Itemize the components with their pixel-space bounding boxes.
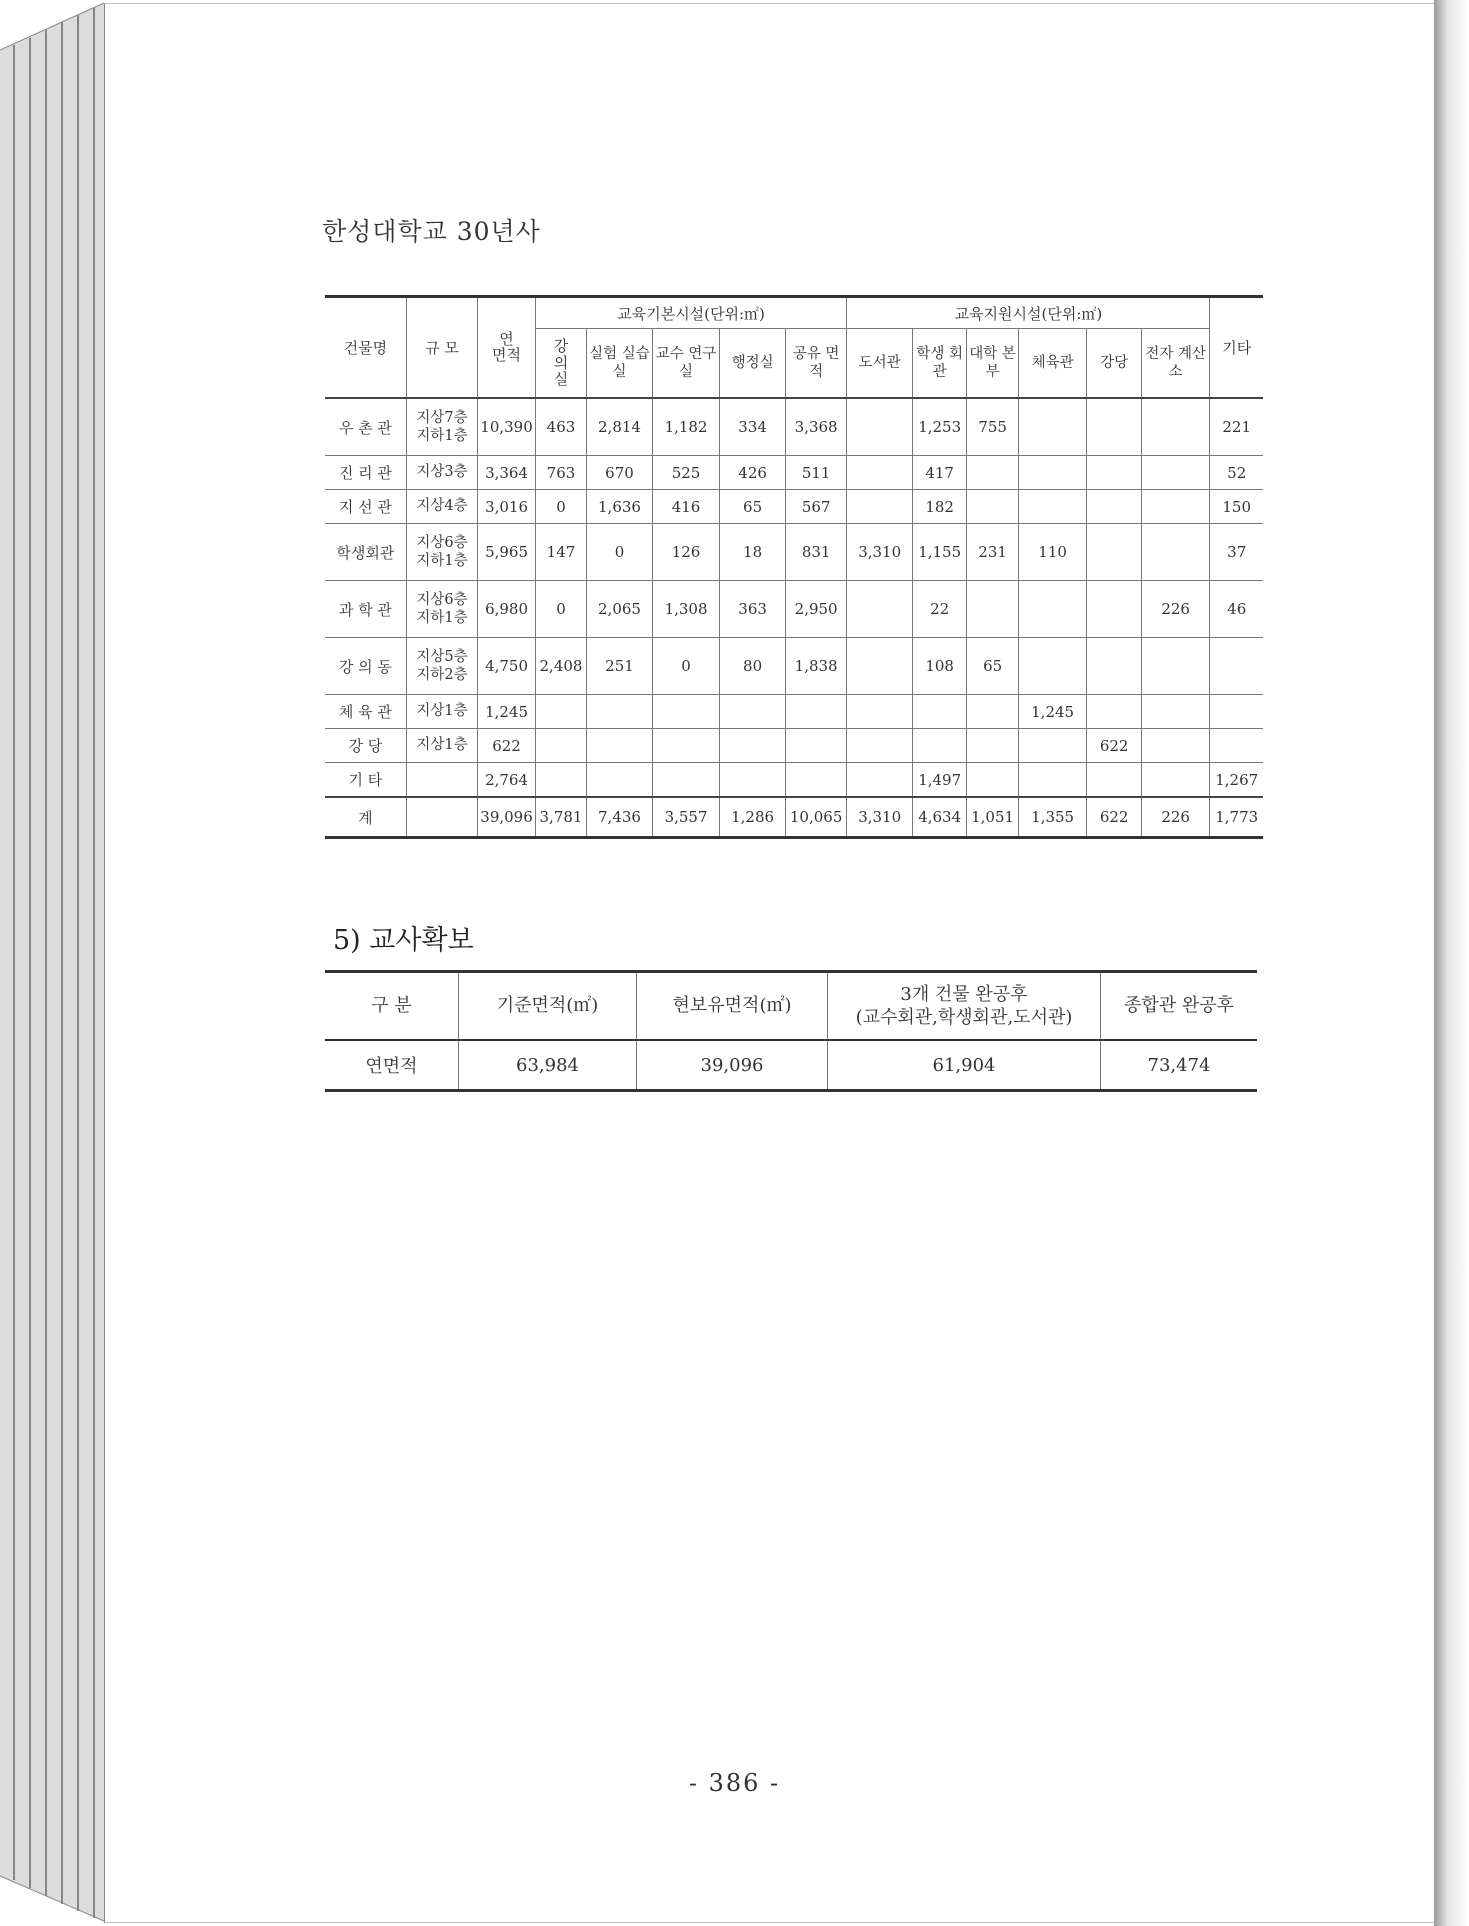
total-cell: 226 bbox=[1141, 797, 1210, 838]
cell: 80 bbox=[720, 638, 786, 695]
facility-area-table bbox=[325, 295, 1263, 839]
cell: 4,750 bbox=[478, 638, 535, 695]
cell bbox=[847, 456, 913, 490]
cell: 1,245 bbox=[1018, 695, 1087, 729]
total-cell: 39,096 bbox=[478, 797, 535, 838]
table-row bbox=[325, 581, 1263, 638]
col-standard-area: 기준면적(㎡) bbox=[459, 972, 637, 1041]
cell bbox=[1141, 456, 1210, 490]
total-row bbox=[325, 797, 1263, 838]
cell: 2,764 bbox=[478, 763, 535, 798]
cell bbox=[847, 638, 913, 695]
total-cell: 3,557 bbox=[652, 797, 720, 838]
cell bbox=[1087, 398, 1141, 456]
cell bbox=[720, 695, 786, 729]
cell bbox=[912, 729, 966, 763]
cell bbox=[1141, 398, 1210, 456]
cell: 0 bbox=[535, 581, 586, 638]
cell bbox=[967, 729, 1018, 763]
cell bbox=[967, 695, 1018, 729]
col-lecture-room: 강의실 bbox=[535, 329, 586, 399]
group-support-facilities: 교육지원시설(단위:㎡) bbox=[847, 297, 1210, 329]
row-scale: 지상6층 지하1층 bbox=[406, 524, 478, 581]
cell bbox=[847, 729, 913, 763]
cell: 2,950 bbox=[785, 581, 847, 638]
cell bbox=[652, 729, 720, 763]
col-category: 구 분 bbox=[325, 972, 459, 1041]
total-cell: 1,355 bbox=[1018, 797, 1087, 838]
cell: 6,980 bbox=[478, 581, 535, 638]
cell: 10,390 bbox=[478, 398, 535, 456]
cell bbox=[1141, 490, 1210, 524]
col-headquarters: 대학 본부 bbox=[967, 329, 1018, 399]
col-after-complex: 종합관 완공후 bbox=[1101, 972, 1258, 1041]
table-row bbox=[325, 1040, 1257, 1091]
row-label: 강 당 bbox=[325, 729, 406, 763]
col-scale: 규 모 bbox=[406, 297, 478, 399]
total-cell: 4,634 bbox=[912, 797, 966, 838]
total-cell: 1,773 bbox=[1210, 797, 1263, 838]
table-row bbox=[325, 695, 1263, 729]
cell bbox=[847, 398, 913, 456]
col-after-three-buildings: 3개 건물 완공후 (교수회관,학생회관,도서관) bbox=[828, 972, 1101, 1041]
col-shared-area: 공유 면적 bbox=[785, 329, 847, 399]
cell: 2,814 bbox=[587, 398, 653, 456]
cell bbox=[967, 490, 1018, 524]
cell: 37 bbox=[1210, 524, 1263, 581]
cell: 110 bbox=[1018, 524, 1087, 581]
row-scale bbox=[406, 763, 478, 798]
total-cell: 622 bbox=[1087, 797, 1141, 838]
cell bbox=[1210, 695, 1263, 729]
cell bbox=[1087, 456, 1141, 490]
cell: 221 bbox=[1210, 398, 1263, 456]
cell: 3,310 bbox=[847, 524, 913, 581]
cell: 622 bbox=[1087, 729, 1141, 763]
cell bbox=[785, 695, 847, 729]
col-current-area: 현보유면적(㎡) bbox=[637, 972, 828, 1041]
cell bbox=[587, 695, 653, 729]
table-row bbox=[325, 524, 1263, 581]
cell bbox=[1018, 398, 1087, 456]
cell bbox=[1087, 763, 1141, 798]
cell: 463 bbox=[535, 398, 586, 456]
cell bbox=[847, 695, 913, 729]
total-label: 계 bbox=[325, 797, 406, 838]
cell bbox=[1018, 729, 1087, 763]
building-area-table bbox=[325, 970, 1257, 1092]
cell: 126 bbox=[652, 524, 720, 581]
cell: 0 bbox=[652, 638, 720, 695]
cell bbox=[847, 763, 913, 798]
cell: 426 bbox=[720, 456, 786, 490]
cell bbox=[1141, 524, 1210, 581]
running-head: 한성대학교 30년사 bbox=[322, 217, 541, 246]
cell: 1,182 bbox=[652, 398, 720, 456]
row-label: 기 타 bbox=[325, 763, 406, 798]
total-cell: 3,781 bbox=[535, 797, 586, 838]
cell bbox=[1087, 524, 1141, 581]
cell: 3,016 bbox=[478, 490, 535, 524]
cell bbox=[1018, 456, 1087, 490]
col-etc: 기타 bbox=[1210, 297, 1263, 399]
table-row bbox=[325, 763, 1263, 798]
section-title: 5) 교사확보 bbox=[333, 925, 474, 956]
cell: 363 bbox=[720, 581, 786, 638]
cell: 1,497 bbox=[912, 763, 966, 798]
row-label: 체 육 관 bbox=[325, 695, 406, 729]
row-scale: 지상7층 지하1층 bbox=[406, 398, 478, 456]
cell bbox=[652, 695, 720, 729]
row-scale: 지상1층 bbox=[406, 695, 478, 729]
cell bbox=[967, 456, 1018, 490]
cell bbox=[720, 729, 786, 763]
row-label: 우 촌 관 bbox=[325, 398, 406, 456]
cell: 1,245 bbox=[478, 695, 535, 729]
cell: 567 bbox=[785, 490, 847, 524]
col-admin-office: 행정실 bbox=[720, 329, 786, 399]
page-number: - 386 - bbox=[688, 1769, 781, 1797]
cell: 416 bbox=[652, 490, 720, 524]
table-row bbox=[325, 398, 1263, 456]
col-total-area: 연 면적 bbox=[478, 297, 535, 399]
cell: 226 bbox=[1141, 581, 1210, 638]
row-label: 과 학 관 bbox=[325, 581, 406, 638]
cell: 18 bbox=[720, 524, 786, 581]
total-cell: 1,286 bbox=[720, 797, 786, 838]
cell bbox=[912, 695, 966, 729]
cell: 831 bbox=[785, 524, 847, 581]
cell bbox=[1087, 581, 1141, 638]
cell bbox=[1087, 638, 1141, 695]
cell: 0 bbox=[587, 524, 653, 581]
cell bbox=[1087, 695, 1141, 729]
col-computing-center: 전자 계산소 bbox=[1141, 329, 1210, 399]
col-building: 건물명 bbox=[325, 297, 406, 399]
book-page-edges bbox=[0, 0, 110, 1926]
cell: 1,155 bbox=[912, 524, 966, 581]
cell bbox=[587, 729, 653, 763]
total-cell: 10,065 bbox=[785, 797, 847, 838]
cell: 251 bbox=[587, 638, 653, 695]
cell bbox=[847, 490, 913, 524]
table-row bbox=[325, 638, 1263, 695]
cell bbox=[1018, 581, 1087, 638]
cell: 755 bbox=[967, 398, 1018, 456]
book-page bbox=[104, 3, 1435, 1923]
cell bbox=[1210, 729, 1263, 763]
row-scale: 지상3층 bbox=[406, 456, 478, 490]
cell bbox=[535, 695, 586, 729]
page-shadow bbox=[1434, 0, 1469, 1926]
cell bbox=[1018, 490, 1087, 524]
cell: 1,636 bbox=[587, 490, 653, 524]
cell bbox=[967, 581, 1018, 638]
cell: 0 bbox=[535, 490, 586, 524]
row-scale: 지상1층 bbox=[406, 729, 478, 763]
cell: 22 bbox=[912, 581, 966, 638]
cell bbox=[652, 763, 720, 798]
row-label: 강 의 동 bbox=[325, 638, 406, 695]
cell: 2,408 bbox=[535, 638, 586, 695]
cell: 5,965 bbox=[478, 524, 535, 581]
col-auditorium: 강당 bbox=[1087, 329, 1141, 399]
cell: 182 bbox=[912, 490, 966, 524]
cell: 3,368 bbox=[785, 398, 847, 456]
cell: 763 bbox=[535, 456, 586, 490]
cell bbox=[1141, 763, 1210, 798]
cell: 65 bbox=[720, 490, 786, 524]
cell: 150 bbox=[1210, 490, 1263, 524]
cell: 3,364 bbox=[478, 456, 535, 490]
cell bbox=[1087, 490, 1141, 524]
table-row bbox=[325, 490, 1263, 524]
total-scale bbox=[406, 797, 478, 838]
cell: 65 bbox=[967, 638, 1018, 695]
group-basic-facilities: 교육기본시설(단위:㎡) bbox=[535, 297, 847, 329]
cell: 61,904 bbox=[828, 1040, 1101, 1091]
cell bbox=[1018, 763, 1087, 798]
table-row bbox=[325, 456, 1263, 490]
cell: 622 bbox=[478, 729, 535, 763]
col-gym: 체육관 bbox=[1018, 329, 1087, 399]
cell: 2,065 bbox=[587, 581, 653, 638]
row-scale: 지상6층 지하1층 bbox=[406, 581, 478, 638]
cell: 417 bbox=[912, 456, 966, 490]
cell: 39,096 bbox=[637, 1040, 828, 1091]
cell: 46 bbox=[1210, 581, 1263, 638]
cell: 52 bbox=[1210, 456, 1263, 490]
row-label: 학생회관 bbox=[325, 524, 406, 581]
cell bbox=[967, 763, 1018, 798]
cell bbox=[1018, 638, 1087, 695]
cell bbox=[587, 763, 653, 798]
cell: 108 bbox=[912, 638, 966, 695]
row-scale: 지상4층 bbox=[406, 490, 478, 524]
cell bbox=[1141, 695, 1210, 729]
cell bbox=[720, 763, 786, 798]
table-row bbox=[325, 729, 1263, 763]
cell bbox=[535, 763, 586, 798]
cell: 1,838 bbox=[785, 638, 847, 695]
cell: 511 bbox=[785, 456, 847, 490]
cell bbox=[535, 729, 586, 763]
col-lab: 실험 실습실 bbox=[587, 329, 653, 399]
cell bbox=[847, 581, 913, 638]
cell bbox=[785, 729, 847, 763]
cell: 525 bbox=[652, 456, 720, 490]
row-label: 지 선 관 bbox=[325, 490, 406, 524]
cell: 1,308 bbox=[652, 581, 720, 638]
cell bbox=[1141, 638, 1210, 695]
cell bbox=[1141, 729, 1210, 763]
row-label: 진 리 관 bbox=[325, 456, 406, 490]
total-cell: 3,310 bbox=[847, 797, 913, 838]
col-student-hall: 학생 회관 bbox=[912, 329, 966, 399]
cell: 334 bbox=[720, 398, 786, 456]
cell: 147 bbox=[535, 524, 586, 581]
cell: 73,474 bbox=[1101, 1040, 1258, 1091]
cell: 231 bbox=[967, 524, 1018, 581]
total-cell: 1,051 bbox=[967, 797, 1018, 838]
total-cell: 7,436 bbox=[587, 797, 653, 838]
row-label: 연면적 bbox=[325, 1040, 459, 1091]
col-library: 도서관 bbox=[847, 329, 913, 399]
cell bbox=[1210, 638, 1263, 695]
cell: 670 bbox=[587, 456, 653, 490]
cell bbox=[785, 763, 847, 798]
cell: 1,253 bbox=[912, 398, 966, 456]
row-scale: 지상5층 지하2층 bbox=[406, 638, 478, 695]
cell: 1,267 bbox=[1210, 763, 1263, 798]
col-faculty-office: 교수 연구실 bbox=[652, 329, 720, 399]
cell: 63,984 bbox=[459, 1040, 637, 1091]
